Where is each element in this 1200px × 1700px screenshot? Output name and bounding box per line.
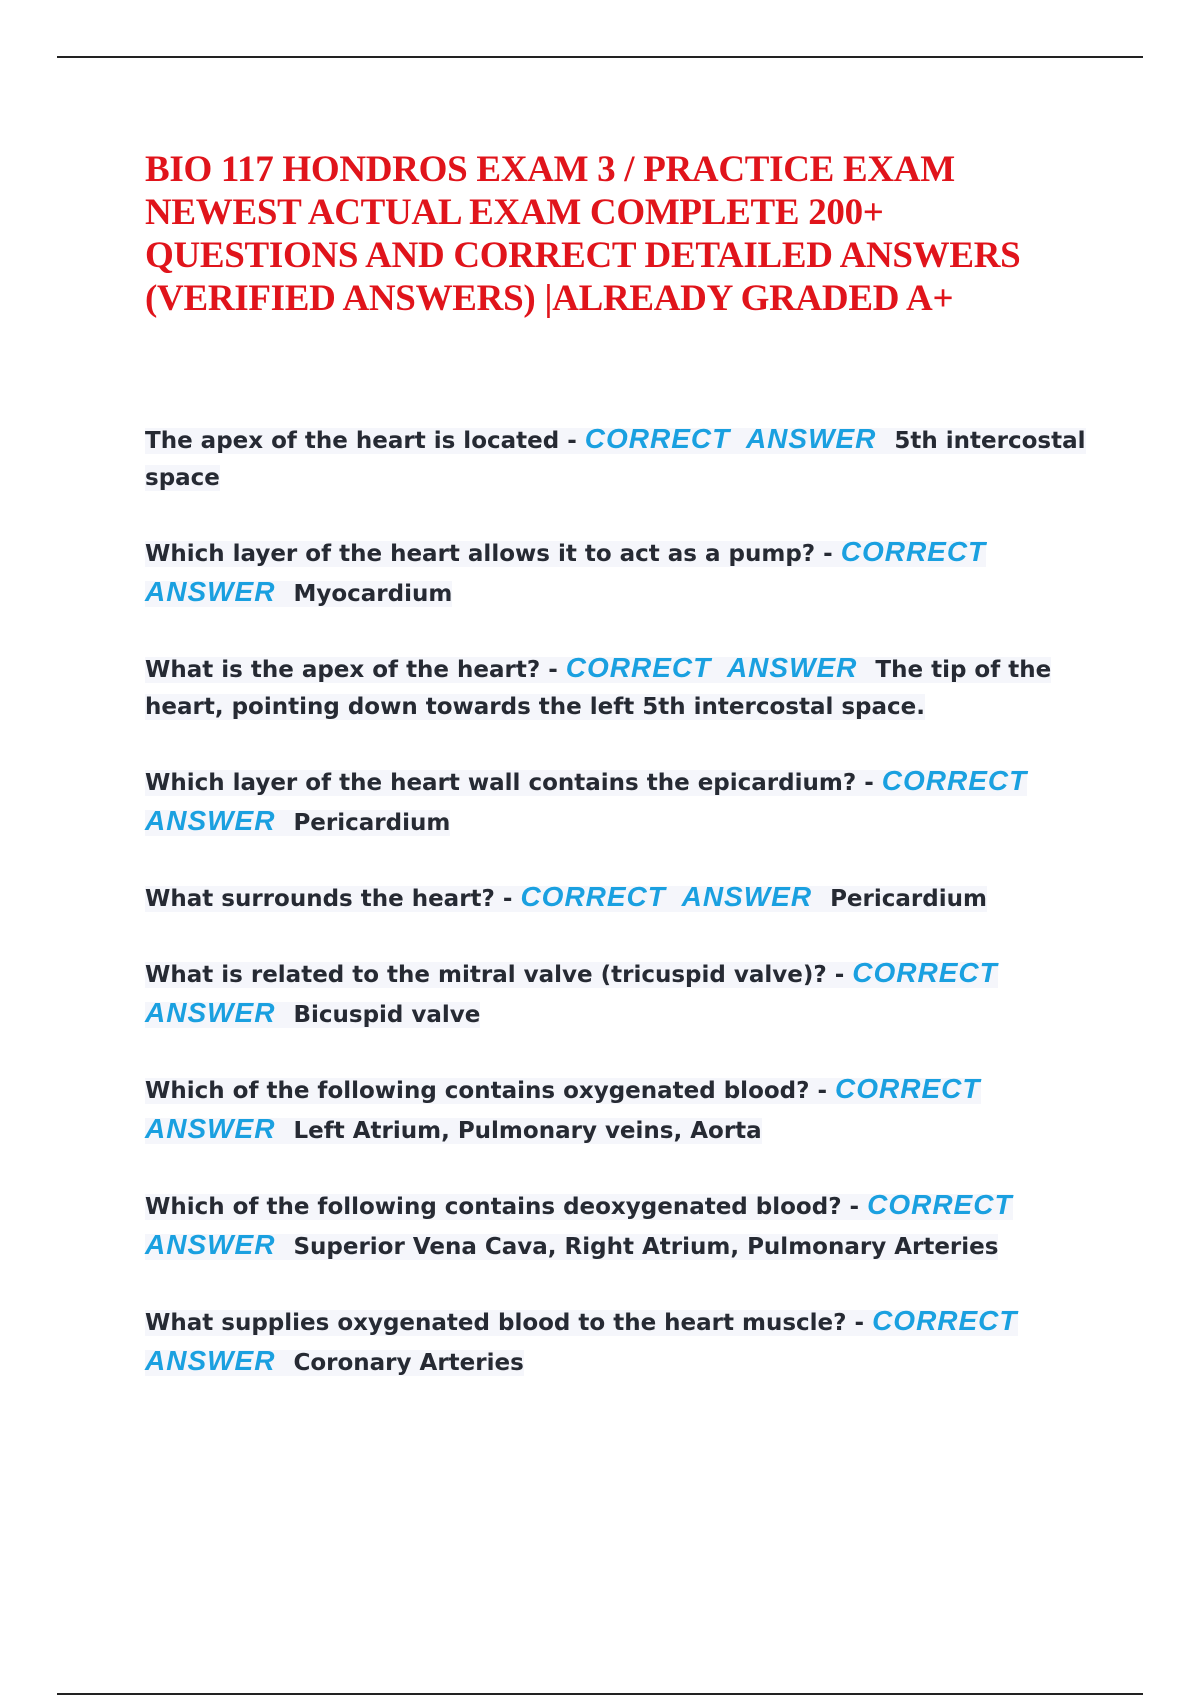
separator: - [540,657,566,683]
question-text: Which layer of the heart allows it to act as a pump? [145,541,816,567]
correct-answer-label: CORRECT ANSWER [145,536,987,607]
qa-text [145,1305,1018,1376]
answer-text: Superior Vena Cava, Right Atrium, Pulmonary Arteries [293,1234,999,1260]
header-rule [57,56,1143,58]
question-text: What supplies oxygenated blood to the heart muscle? [145,1310,847,1336]
separator: - [809,1078,836,1104]
correct-answer-label: CORRECT ANSWER [145,957,998,1028]
qa-text [145,881,987,912]
correct-answer-label: CORRECT ANSWER [584,423,877,454]
question-text: Which of the following contains deoxygenated blood? [145,1194,842,1220]
separator: - [826,962,853,988]
question-text: The apex of the heart is located [145,428,560,454]
answer-text: Pericardium [830,886,987,912]
document-title: BIO 117 HONDROS EXAM 3 / PRACTICE EXAM NEWEST ACTUAL EXAM COMPLETE 200+ QUESTIONS AND CORRECT DETAILED ANSWERS (VERIFIED ANSWERS) |ALREADY GRADED A+ [145,149,1021,319]
qa-text [145,423,1086,491]
question-text: What surrounds the heart? [145,886,495,912]
separator: - [815,541,841,567]
correct-answer-label: CORRECT ANSWER [145,1305,1018,1376]
separator: - [856,770,882,796]
qa-text [145,1073,981,1144]
answer-text: The tip of the heart, pointing down towards the left 5th intercostal space. [145,657,1052,720]
correct-answer-label: CORRECT ANSWER [145,1189,1013,1260]
separator: - [846,1310,873,1336]
separator: - [494,886,521,912]
qa-item [145,954,1095,1034]
qa-text [145,957,998,1028]
qa-item [145,1070,1095,1150]
answer-text: 5th intercostal space [145,428,1086,491]
qa-text [145,652,1052,720]
qa-item [145,649,1095,726]
qa-item [145,1186,1095,1266]
footer-rule [57,1693,1143,1695]
qa-item [145,878,1095,918]
separator: - [841,1194,868,1220]
answer-text: Bicuspid valve [293,1002,481,1028]
correct-answer-label: CORRECT ANSWER [520,881,813,912]
qa-item [145,420,1095,497]
qa-item [145,762,1095,842]
separator: - [559,428,585,454]
question-text: Which layer of the heart wall contains the epicardium? [145,770,857,796]
question-text: Which of the following contains oxygenated blood? [145,1078,810,1104]
qa-list [145,420,1095,1418]
qa-item [145,1302,1095,1382]
correct-answer-label: CORRECT ANSWER [145,1073,981,1144]
answer-text: Coronary Arteries [293,1350,524,1376]
question-text: What is the apex of the heart? [145,657,541,683]
qa-text [145,765,1028,836]
answer-text: Myocardium [293,581,453,607]
answer-text: Pericardium [293,810,451,836]
correct-answer-label: CORRECT ANSWER [145,765,1028,836]
qa-item [145,533,1095,613]
qa-text [145,536,987,607]
answer-text: Left Atrium, Pulmonary veins, Aorta [293,1118,762,1144]
question-text: What is related to the mitral valve (tricuspid valve)? [145,962,827,988]
qa-text [145,1189,1013,1260]
correct-answer-label: CORRECT ANSWER [565,652,858,683]
